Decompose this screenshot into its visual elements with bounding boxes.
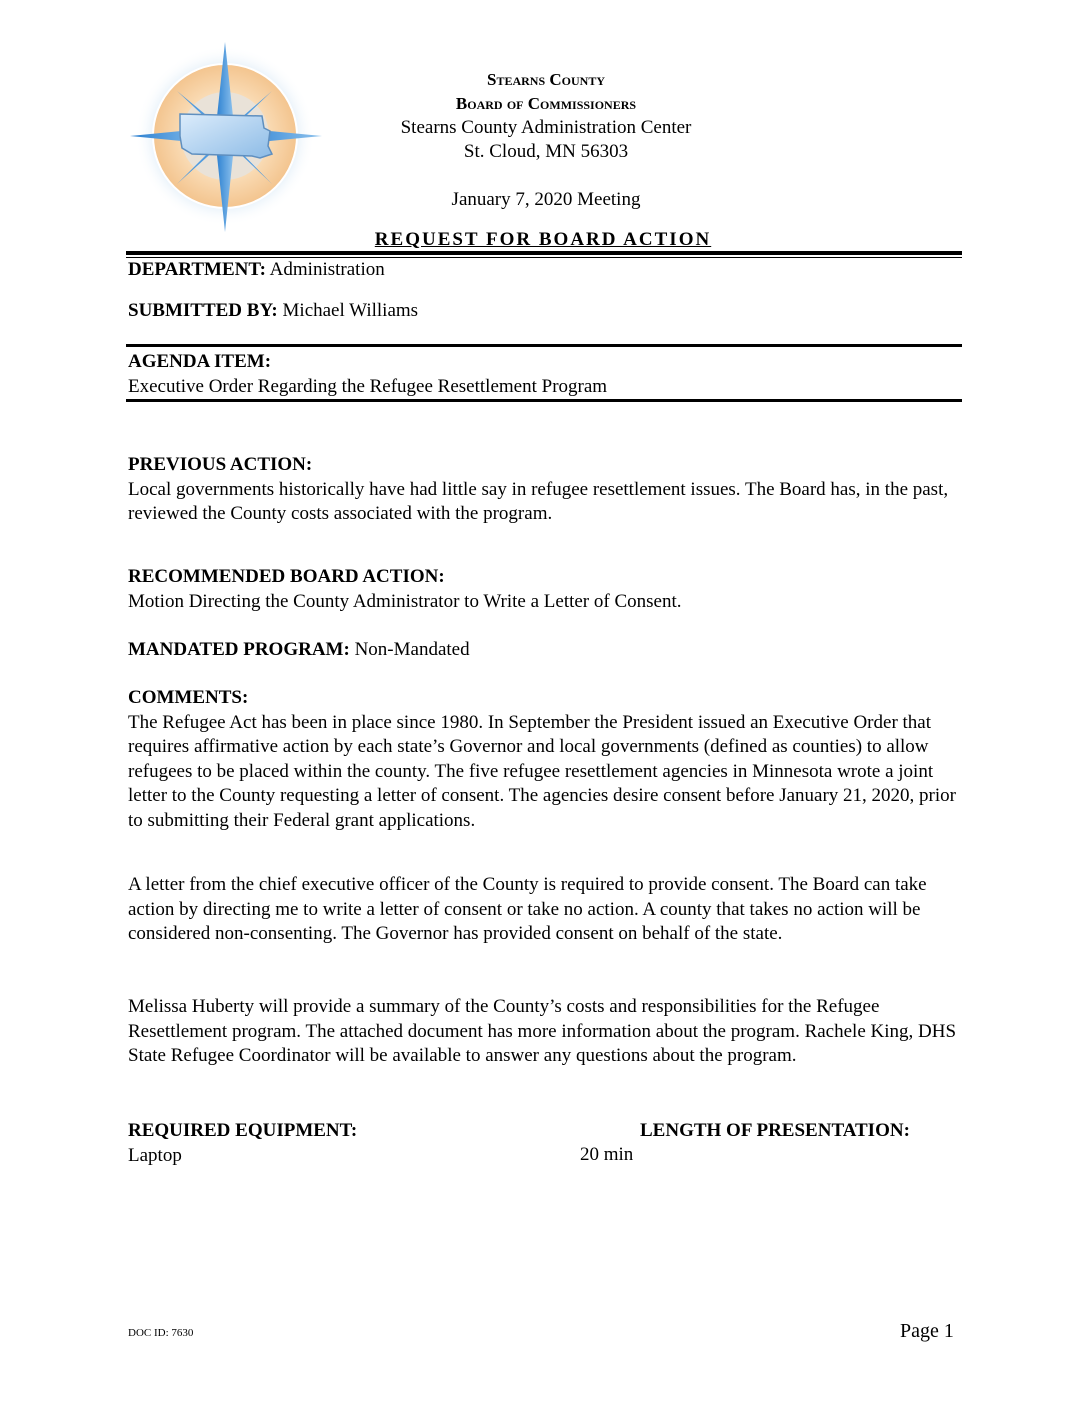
agenda-bottom-divider: [126, 399, 962, 402]
agenda-top-divider: [126, 344, 962, 347]
agenda-item-section: [128, 350, 962, 399]
comments-label: COMMENTS:: [128, 687, 249, 708]
comments-section: [128, 686, 962, 833]
previous-action-text: Local governments historically have had little say in refugee resettlement issues. The Board has, in the past, reviewed the County costs associated with the program.: [128, 478, 949, 524]
previous-action-section: [128, 453, 962, 527]
mandated-program-label: MANDATED PROGRAM:: [128, 639, 350, 660]
mandated-program-field: [128, 638, 962, 663]
submitted-by-field: [128, 299, 962, 324]
address-line-1: Stearns County Administration Center: [400, 117, 692, 138]
recommended-action-text: Motion Directing the County Administrator to Write a Letter of Consent.: [128, 590, 682, 612]
org-name: Stearns County: [487, 70, 605, 89]
page-title: REQUEST FOR BOARD ACTION: [374, 229, 712, 250]
doc-id: DOC ID: 7630: [128, 1327, 194, 1339]
address-line-2: St. Cloud, MN 56303: [463, 141, 629, 162]
length-of-presentation-value: 20 min: [580, 1144, 634, 1165]
length-of-presentation-label: LENGTH OF PRESENTATION:: [640, 1120, 910, 1141]
agenda-item-value: Executive Order Regarding the Refugee Resettlement Program: [128, 375, 608, 397]
title-divider: [126, 251, 962, 258]
board-name: Board of Commissioners: [455, 94, 637, 113]
page-number: Page 1: [900, 1320, 954, 1342]
compass-rose-county-map-icon: [122, 36, 332, 236]
mandated-program-value: Non-Mandated: [354, 639, 470, 660]
county-logo: [122, 36, 332, 236]
comments-paragraph-1: The Refugee Act has been in place since 1980. In September the President issued an Executive Order that requires affirmative action by each state’s Governor and local governments (defined as counties) to allow refugees to be placed within the county. The five refugee resettlement agencies in Minnesota wrote a joint letter to the County requesting a letter of consent. The agencies desire consent before January 21, 2020, prior to submitting their Federal grant applications.: [128, 711, 956, 831]
meeting-date: January 7, 2020 Meeting: [451, 189, 641, 210]
submitted-by-value: Michael Williams: [282, 300, 419, 321]
agenda-item-label: AGENDA ITEM:: [128, 351, 272, 372]
submitted-by-label: SUBMITTED BY:: [128, 300, 278, 321]
required-equipment-section: [128, 1119, 528, 1168]
comments-paragraph-2: A letter from the chief executive officer of the County is required to provide consent. The Board can take action by directing me to write a letter of consent or take no action. A county that takes no action will be considered non-consenting. The Governor has provided consent on behalf of the state.: [128, 874, 927, 944]
letterhead: [340, 68, 752, 164]
required-equipment-value: Laptop: [128, 1144, 182, 1166]
department-value: Administration: [269, 259, 385, 280]
recommended-action-section: [128, 565, 962, 614]
comments-paragraph-3: Melissa Huberty will provide a summary of the County’s costs and responsibilities for the Refugee Resettlement program. The attached document has more information about the program. Rachele King, DHS State Refugee Coordinator will be available to answer any questions about the program.: [128, 996, 957, 1066]
comments-paragraph-3-block: [128, 995, 962, 1069]
previous-action-label: PREVIOUS ACTION:: [128, 454, 313, 475]
department-label: DEPARTMENT:: [128, 259, 266, 280]
required-equipment-label: REQUIRED EQUIPMENT:: [128, 1120, 358, 1141]
comments-paragraph-2-block: [128, 873, 962, 947]
recommended-action-label: RECOMMENDED BOARD ACTION:: [128, 566, 445, 587]
department-field: [128, 258, 962, 283]
